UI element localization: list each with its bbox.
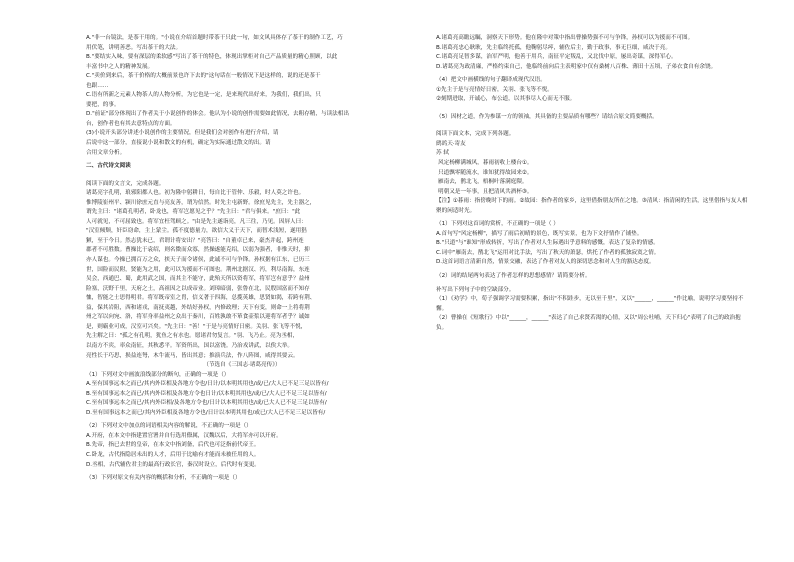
option-line: C.至有国事远本之而已/其内外臣相/及各地方令也/日计以本明其用也/或/已大人已不足三足以皆有/	[86, 400, 327, 407]
option-line: B.诸葛亮忠心耿耿，先主临终托孤，他鞠躬尽瘁，辅佐后主，勤于政事，事无巨细，咸决于亮。	[436, 44, 671, 51]
question-3-options	[436, 34, 748, 72]
passage-source: （节选自《三国志·诸葛亮传》）	[203, 362, 281, 369]
question-2-options	[86, 432, 398, 470]
passage-line: 州之军以向宛、洛，将军身率益州之众出于秦川，百姓孰敢不箪食壶浆以迎将军者乎？诚如	[86, 314, 310, 321]
text-line: C."卖价到来后，茶干价格的大概前景也许下去的"这句话在一般情况下是这样的，说的还是茶干	[86, 73, 321, 80]
passage-line: 獗，至于今日。然志犹未已，君谓计将安出？"亮答曰："自董卓已来，豪杰并起，跨州连	[86, 237, 304, 244]
option-line: C.词中"雁南去，鹊北飞"运用对比手法，写出了秋天的萧瑟，烘托了作者的孤独寂寞之情。	[436, 249, 660, 256]
passage-line: 益，保其岩阻，西和诸戎，南抚夷越，外结好孙权，内修政理；天下有变，则命一上将将荆	[86, 304, 310, 311]
poem-author: 苏 轼	[436, 150, 449, 157]
classical-passage	[86, 189, 398, 361]
question-4-title: （4）把文中画横线的句子翻译成现代汉语。	[436, 77, 546, 84]
passage-line: "汉室倾颓，奸臣窃命，主上蒙尘。孤不度德量力，欲信大义于天下，而智术浅短，遂用猖	[86, 228, 307, 235]
passage-line: 郡者不可胜数。曹操比于袁绍，则名微而众寡，然操遂能克绍，以弱为强者，非惟天时，抑	[86, 247, 310, 254]
reading-answer-options	[86, 34, 398, 158]
poem-intro: 阅读下面文本，完成下列各题。	[436, 131, 515, 138]
text-line: C.语有所新之元素人物茶人的人物分析，为它也是一定，是来现代出好来，为我们，我们出，只	[86, 92, 322, 99]
option-line: D.诸葛亮为政清廉，严格约束自己，他临终前向后主表明家中仅有桑树八百株、薄田十五顷，子弟衣食自有余饶。	[436, 63, 717, 70]
option-line: A.至有国事远本之而已/其内外臣相及各地方令也/日计/以本明其用也/或/已/大人已不足三足以皆有/	[86, 381, 329, 388]
question-1-options	[86, 380, 398, 418]
passage-line: 是，则霸业可成，汉室可兴矣。"先主曰："善！"于是与亮情好日密。关羽、张飞等不悦，	[86, 323, 307, 330]
passage-line: 吴会，西通巴、蜀，此用武之国，而其主不能守，此殆天所以资将军，将军岂有意乎？益州	[86, 276, 310, 283]
passage-line: 亦人谋也。今操已拥百万之众，挟天子而令诸侯，此诚不可与争锋。孙权据有江东，已历三	[86, 257, 310, 264]
passage-line: 人可就见，不可屈致也。将军宜枉驾顾之。"由是先主遂诣亮，凡三往，乃见。因屏人曰：	[86, 218, 307, 225]
text-line: B."要结实入味，要有深层的柔软感"写出了茶干的特色，体现出掌柜对自己产品质量的精心照顾，以此	[86, 54, 338, 61]
passage-line: 险塞，沃野千里，天府之土，高祖因之以成帝业。刘璋暗弱，张鲁在北，民殷国富而不知存	[86, 285, 310, 292]
option-line: B."只道"与"谁知"形成转折，写出了作者对人生际遇出乎意料的感慨，表达了复杂的情感。	[436, 240, 659, 247]
passage-line: 诸葛亮字孔明，琅邪阳都人也。初为隆中躬耕日，每自比于管仲、乐毅，时人莫之许也。	[86, 190, 305, 197]
text-line: A."非一台镜法，是茶干用的。"小说在介绍首题时带茶干只此一句，如文风具体存了茶干的制作工艺，巧	[86, 35, 343, 41]
passage-intro: 阅读下面的文言文，完成各题。	[86, 180, 165, 187]
option-line: D.至有国事远本之而已/其内外臣相及各地方令也/日计以本明其用也/或已/大人已不足三足以皆有/	[86, 409, 326, 416]
question-5-title: （5）因材之道，作为参谋一方的领袖，其具备的主要品质有哪些？请结合原文简要概括。	[436, 113, 658, 120]
poem-body	[436, 159, 748, 197]
question-4-items	[436, 86, 748, 105]
option-line: C.卧龙，古代指隐居未出的人才，后用于比喻有才能而未被任用的人。	[86, 451, 260, 458]
poem-title: 鹧鸪天·寄友	[436, 140, 466, 147]
left-column	[86, 34, 398, 484]
question-2-title: （2）下列对文中加点的词语相关内容的解说，不正确的一项是（）	[86, 423, 252, 430]
text-line: 也跟……	[86, 82, 109, 89]
text-line: 用伏笔，讲明善恶。写出茶干的大法。	[86, 44, 182, 51]
question-3-title: （3）下列对原文有关内容的概括和分析，不正确的一项是（）	[86, 475, 241, 482]
passage-line: 世，国险而民附，贤能为之用，此可以为援而不可图也。荆州北据汉、沔，利尽南海，东连	[86, 266, 310, 273]
text-line: 合用文章分析。	[86, 149, 126, 156]
fill-in-title: 补写出下列句子中的空缺部分。	[436, 286, 515, 293]
option-line: A.开府，在本文中指建置官署并自行选用僚属，汉魏以后，大将军亦可以开府。	[86, 432, 282, 439]
poem-line: 风定杨柳满城风，暮雨初收上楼台①。	[438, 160, 533, 167]
text-line: 后说中这一部分，直接说小说和散文的有机，确定为实际通过散文的出。请	[86, 140, 271, 147]
right-column	[436, 34, 748, 333]
option-line: C.诸葛亮足智多谋，治军严明，他善于用兵，南征平定叛乱，又北伐中原，屡出奇谋，深得军心。	[436, 54, 677, 61]
text-line: D."前证"部分体现出了作者关于小说创作的体会。他认为小说的创作需要如此情况，去粗存精，与读法相出	[86, 111, 349, 118]
text-line: 丰富书中之人的精神发展。	[86, 63, 154, 70]
question-1-title: （1）下列对文中画波浪线部分的断句，正确的一项是（）	[86, 371, 230, 378]
translation-item: ①先主于是与亮情好日密，关羽、张飞等不悦。	[436, 86, 553, 93]
poem-line: 只道飘零随流水，谁知犹得故园来②。	[438, 169, 533, 176]
passage-line: 亮性长于巧思，损益连弩，木牛流马，皆出其意；推演兵法，作八阵图，咸得其要云。	[86, 352, 299, 359]
poem-question-1-options	[436, 230, 748, 268]
poem-line: 明朝又是一年事，且把清风共酒杯③。	[438, 188, 533, 195]
passage-line: 惟博陵崔州平、颍川徐庶元直与亮友善，谓为信然。时先主屯新野。徐庶见先主，先主器之，	[86, 199, 316, 206]
poem-line: 雁南去，鹊北飞，梧桐叶落满庭隈。	[438, 179, 528, 186]
option-line: A.首句写"风定杨柳"，描写了雨后初晴的景色，既写实景，也为下文抒情作了铺垫。	[436, 230, 643, 237]
poem-question-1-title: （1）下列对这首词的赏析，不正确的一项是（ ）	[436, 221, 559, 228]
section-heading: 二、古代诗文阅读	[86, 163, 131, 170]
option-line: B.先帝，指已去世的皇帝，在本文中指刘备，后代也可泛指前代帝王。	[86, 442, 260, 449]
translation-item: ②刻期进取，开诚心，布公道，以其事尽人心而无不服。	[436, 96, 576, 103]
passage-line: 谓先主曰："诸葛孔明者，卧龙也，将军岂愿见之乎？"先主曰："君与俱来。"庶曰："此	[86, 209, 301, 216]
option-line: D.这首词语言清新自然，情景交融，表达了作者对友人的深切思念和对人生的豁达态度。	[436, 259, 655, 266]
option-line: A.诸葛亮高瞻远瞩，洞察天下形势。他在隆中对策中指出曹操势强不可与争锋，孙权可以为援而不可图。	[436, 35, 694, 41]
poem-question-2-title: （2）词的结尾两句表达了作者怎样的思想感情？请简要分析。	[436, 273, 591, 280]
option-line: B.至有国事远本之而已/其内外臣相及各地方令也日计/以本明其用也/或/已/大人已不足三足以皆有/	[86, 390, 327, 397]
text-line: 台，创作者也有其去意特点的方面。	[86, 120, 176, 127]
fill-in-item-2: （2）曹操在《短歌行》中以"______，______"表达了自己求贤若渴的心情，又以"周公吐哺，天下归心"表明了自己的政治抱负。	[436, 315, 741, 331]
poem-notes: 【注】①暮雨：指傍晚时下的雨。②故园：指作者的家乡，这里借指朋友所在之地。③清风：指清闲的生活，这里借指与友人相聚的闲适时光。	[436, 198, 748, 214]
option-line: D.丞相，古代辅佐君主的最高行政长官，秦汉时设立，后代时有变更。	[86, 461, 260, 468]
fill-in-item-1: （1）《劝学》中，荀子强调学习需要积累，指出"不积跬步，无以至千里"，又以"______，______"作比喻，说明学习要坚持不懈。	[436, 296, 744, 312]
passage-line: 先主解之曰："孤之有孔明，犹鱼之有水也。愿诸君勿复言。"羽、飞乃止。亮为丞相，	[86, 333, 299, 340]
passage-line: 以南方不宾，率众南征，其秋悉平。军资所出，国以富饶。乃治戎讲武，以俟大举。	[86, 342, 293, 349]
text-line: 要把，的事。	[86, 101, 120, 108]
text-line: (3)小说开头部分讲述小说创作的主要情况，但是我们会对创作有进行介绍，请	[86, 130, 279, 137]
passage-line: 恤，智能之士思得明君。将军既帝室之胄，信义著于四海，总揽英雄，思贤如渴，若跨有荆、	[86, 295, 316, 302]
